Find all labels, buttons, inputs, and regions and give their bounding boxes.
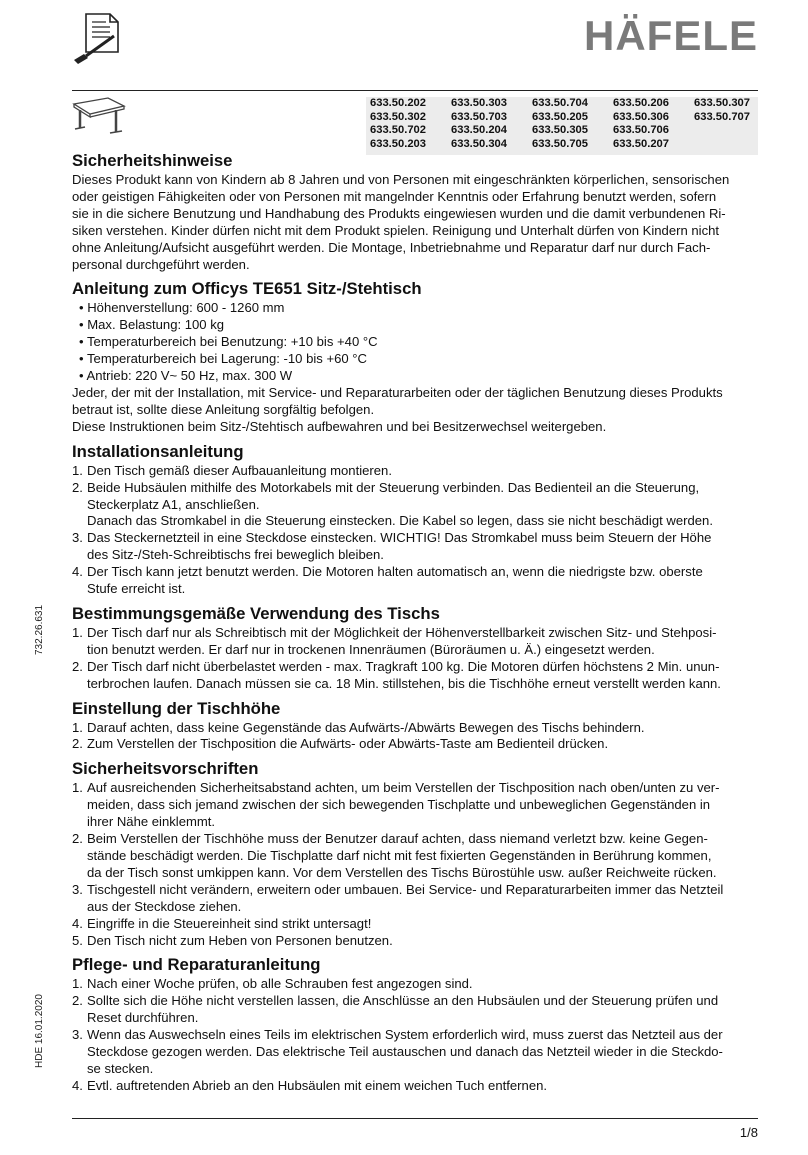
item-text: Wenn das Auswechseln eines Teils im elektrischen System erforderlich wird, muss zuerst das Netzteil aus der Steckdose gezogen werden. Das elektrische Teil austauschen und danach das Netzteil wieder in die Steckdo- se stecken. [87,1027,723,1076]
paragraph [72,172,758,273]
screwdriver-manual-icon [70,10,126,71]
list-item [72,480,758,531]
item-text: Beim Verstellen der Tischhöhe muss der Benutzer darauf achten, dass niemand verletzt bzw. keine Gegen- stände beschädigt werden. Die Tischplatte darf nicht mit fest fixierten Gegenständen in Berührung kommen, da der Tisch sonst umkippen kann. Vor dem Verstellen des Tischs Bürostühle usw. außer Reichweite rücken. [87,831,717,880]
text-line: Jeder, der mit der Installation, mit Service- und Reparaturarbeiten oder der täglichen Benutzung dieses Produkts [72,384,723,400]
item-text: Der Tisch darf nicht überbelastet werden - max. Tragkraft 100 kg. Die Motoren dürfen höchstens 2 Min. unun- terbrochen laufen. Danach müssen sie ca. 18 Min. stillstehen, bis die Tischhöhe erneut verstellt werden kann. [87,658,721,691]
spec-item: • Temperaturbereich bei Lagerung: -10 bis +60 °C [79,351,367,367]
article-number: 633.50.303 [451,97,507,109]
item-text: Den Tisch gemäß dieser Aufbauanleitung montieren. [87,462,392,478]
article-number: 633.50.707 [694,110,750,123]
spec-item: • Höhenverstellung: 600 - 1260 mm [79,300,285,316]
list-item [72,736,758,753]
item-number: 1. [72,462,83,478]
item-number: 1. [72,780,83,796]
item-text: Darauf achten, dass keine Gegenstände das Aufwärts-/Abwärts Bewegen des Tischs behindern. [87,719,645,735]
article-number: 633.50.305 [532,124,588,136]
item-number: 3. [72,530,83,546]
text-line: siken verstehen. Kinder dürfen nicht mit dem Produkt spielen. Reinigung und Unterhalt dürfen von Kindern nicht [72,222,720,238]
document-body [72,150,758,1095]
item-number: 1. [72,976,83,992]
item-number: 4. [72,915,83,931]
text-line: Diese Instruktionen beim Sitz-/Stehtisch aufbewahren und bei Besitzerwechsel weitergeben. [72,418,607,434]
article-number-grid [370,97,764,151]
item-number: 4. [72,1077,83,1093]
item-number: 2. [72,993,83,1009]
item-text: Sollte sich die Höhe nicht verstellen lassen, die Anschlüsse an den Hubsäulen und der Steuerung prüfen und Reset durchführen. [87,993,719,1026]
installation-section [72,441,758,598]
item-text: Den Tisch nicht zum Heben von Personen benutzen. [87,932,393,948]
text-line: ohne Anleitung/Aufsicht ausgeführt werden. Die Montage, Inbetriebnahme und Reparatur darf nur durch Fach- [72,239,711,255]
text-line: Dieses Produkt kann von Kindern ab 8 Jahren und von Personen mit eingeschränkten körperlichen, sensorischen [72,172,730,187]
usage-section [72,603,758,693]
section-heading: Bestimmungsgemäße Verwendung des Tischs [72,603,440,623]
list-item [72,625,758,659]
numbered-list [72,976,758,1094]
article-number: 633.50.304 [451,137,507,150]
item-number: 4. [72,564,83,580]
section-heading: Einstellung der Tischhöhe [72,698,281,718]
list-item [72,976,758,993]
header-divider [72,90,758,91]
item-text: Der Tisch kann jetzt benutzt werden. Die Motoren halten automatisch an, wenn die niedrigste bzw. oberste Stufe erreicht ist. [87,564,703,597]
footer-divider [72,1118,758,1119]
article-number: 633.50.203 [370,137,426,150]
list-item [72,916,758,933]
section-heading: Installationsanleitung [72,441,244,461]
list-item [72,780,758,831]
article-number: 633.50.706 [613,124,669,136]
article-number: 633.50.302 [370,110,426,123]
item-number: 5. [72,932,83,948]
item-number: 1. [72,719,83,735]
spec-list [72,300,758,385]
list-item [72,993,758,1027]
section-heading: Sicherheitsvorschriften [72,759,259,779]
item-text: Nach einer Woche prüfen, ob alle Schrauben fest angezogen sind. [87,976,473,992]
article-number: 633.50.704 [532,97,588,109]
list-item [72,882,758,916]
spec-item: • Temperaturbereich bei Benutzung: +10 bis +40 °C [79,334,378,350]
article-number: 633.50.206 [613,97,669,109]
item-number: 2. [72,658,83,674]
article-number: 633.50.705 [532,137,588,150]
list-item [72,831,758,882]
list-item [72,1078,758,1095]
article-number: 633.50.307 [694,97,750,109]
text-line: personal durchgeführt werden. [72,256,250,272]
article-number: 633.50.204 [451,124,507,136]
rules-section [72,758,758,949]
safety-section [72,150,758,273]
document-number: 732.26.631 [34,604,45,655]
hafele-logo: HÄFELE [584,12,758,59]
item-number: 3. [72,1027,83,1043]
numbered-list [72,780,758,949]
item-number: 1. [72,624,83,640]
item-text: Tischgestell nicht verändern, erweitern oder umbauen. Bei Service- und Reparaturarbeiten immer das Netzteil aus der Steckdose ziehen. [87,881,724,914]
spec-item: • Max. Belastung: 100 kg [79,317,225,333]
care-section [72,954,758,1094]
item-text: Evtl. auftretenden Abrieb an den Hubsäulen mit einem weichen Tuch entfernen. [87,1077,548,1093]
item-number: 3. [72,881,83,897]
numbered-list [72,463,758,598]
item-text: Der Tisch darf nur als Schreibtisch mit der Möglichkeit der Höhenverstellbarkeit zwischen Sitz- und Stehposi- tion benutzt werden. Er darf nur in trockenen Innenräumen (Büroräumen u. Ä.) eingesetzt werden. [87,624,717,657]
article-number: 633.50.207 [613,137,669,150]
section-heading: Sicherheitshinweise [72,151,233,170]
article-number: 633.50.702 [370,124,426,136]
numbered-list [72,625,758,693]
paragraph [72,385,758,436]
section-heading: Anleitung zum Officys TE651 Sitz-/Stehtisch [72,279,422,299]
list-item [72,463,758,480]
list-item [72,1027,758,1078]
item-text: Beide Hubsäulen mithilfe des Motorkabels mit der Steuerung verbinden. Das Bedienteil an die Steuerung, Steckerplatz A1, anschließen. Danach das Stromkabel in die Steuerung einstecken. Die Kabel so legen, dass sie nicht beschädigt werden. [87,479,713,529]
spec-item: • Antrieb: 220 V~ 50 Hz, max. 300 W [79,368,293,384]
item-number: 2. [72,736,83,752]
item-text: Das Steckernetzteil in eine Steckdose einstecken. WICHTIG! Das Stromkabel muss beim Steuern der Höhe des Sitz-/Steh-Schreibtischs frei beweglich bleiben. [87,530,712,563]
text-line: sie in die sichere Benutzung und Handhabung des Produkts eingewiesen wurden und die damit verbundenen Ri- [72,205,726,221]
item-number: 2. [72,479,83,495]
article-number: 633.50.202 [370,97,426,109]
list-item [72,933,758,950]
list-item [72,564,758,598]
list-item [72,659,758,693]
article-number: 633.50.306 [613,110,669,123]
item-number: 2. [72,831,83,847]
text-line: oder geistigen Fähigkeiten oder von Personen mit mangelnder Kenntnis oder Erfahrung benutzt werden, sofern [72,188,717,204]
article-number: 633.50.703 [451,110,507,123]
section-heading: Pflege- und Reparaturanleitung [72,955,321,975]
numbered-list [72,720,758,754]
page-number: 1/8 [739,1125,758,1140]
desk-icon [72,96,126,143]
document-date: HDE 16.01.2020 [34,994,45,1068]
list-item [72,720,758,737]
text-line: betraut ist, sollte diese Anleitung sorgfältig befolgen. [72,401,375,417]
article-number: 633.50.205 [532,110,588,123]
list-item [72,530,758,564]
height-section [72,698,758,754]
article-number [694,124,764,138]
manual-section [72,278,758,435]
item-text: Zum Verstellen der Tischposition die Aufwärts- oder Abwärts-Taste am Bedienteil drücken. [87,736,609,752]
item-text: Auf ausreichenden Sicherheitsabstand achten, um beim Verstellen der Tischposition nach oben/unten zu ver- meiden, dass sich jemand zwischen der sich bewegenden Tischplatte und unbeweglichen Gegenständen in ihrer Nähe einklemmt. [87,780,720,830]
article-number [694,138,764,152]
item-text: Eingriffe in die Steuereinheit sind strikt untersagt! [87,915,372,931]
